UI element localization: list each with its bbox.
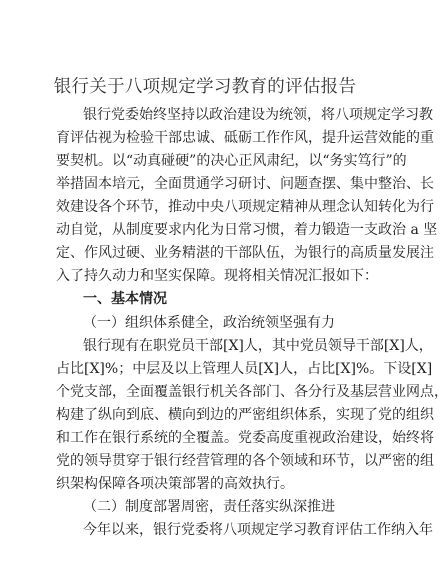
document-title: 银行关于八项规定学习教育的评估报告: [53, 77, 357, 97]
intro-line-8: 入了持久动力和坚实保障。现将相关情况汇报如下：: [56, 268, 378, 284]
body-line-8: 今年以来，银行党委将八项规定学习教育评估工作纳入年: [83, 522, 433, 538]
subsection-heading-1: （一）组织体系健全，政治统领坚强有力: [83, 315, 335, 331]
intro-line-5: 效建设各个环节，推动中央八项规定精神从理念认知转化为行: [56, 199, 434, 215]
intro-line-2: 育评估视为检验干部忠诚、砥砺工作作风，提升运营效能的重: [56, 130, 434, 146]
intro-line-7: 定、作风过硬、业务精湛的干部队伍，为银行的高质量发展注: [56, 245, 434, 261]
body-line-2: 占比[X]%；中层及以上管理人员[X]人，占比[X]%。下设[X]: [56, 361, 433, 377]
intro-line-1: 银行党委始终坚持以政治建设为统领，将八项规定学习教: [83, 107, 433, 123]
body-line-6: 党的领导贯穿于银行经营管理的各个领域和环节，以严密的组: [56, 453, 434, 469]
subsection-heading-2: （二）制度部署周密，责任落实纵深推进: [83, 499, 335, 515]
body-line-4: 构建了纵向到底、横向到边的严密组织体系，实现了党的组织: [56, 407, 434, 423]
body-line-7: 织架构保障各项决策部署的高效执行。: [56, 476, 294, 492]
section-heading-basic-situation: 一、基本情况: [83, 291, 167, 307]
body-line-5: 和工作在银行系统的全覆盖。党委高度重视政治建设，始终将: [56, 430, 434, 446]
intro-line-6: 动自觉，从制度要求内化为日常习惯，着力锻造一支政治 a 坚: [56, 222, 438, 238]
body-line-1: 银行现有在职党员干部[X]人，其中党员领导干部[X]人，: [83, 338, 433, 354]
intro-line-4: 举措固本培元，全面贯通学习研讨、问题查摆、集中整治、长: [56, 176, 434, 192]
body-line-3: 个党支部，全面覆盖银行机关各部门、各分行及基层营业网点，: [56, 384, 448, 400]
intro-line-3: 要契机。以“动真碰硬”的决心正风肃纪，以“务实笃行”的: [56, 153, 407, 169]
